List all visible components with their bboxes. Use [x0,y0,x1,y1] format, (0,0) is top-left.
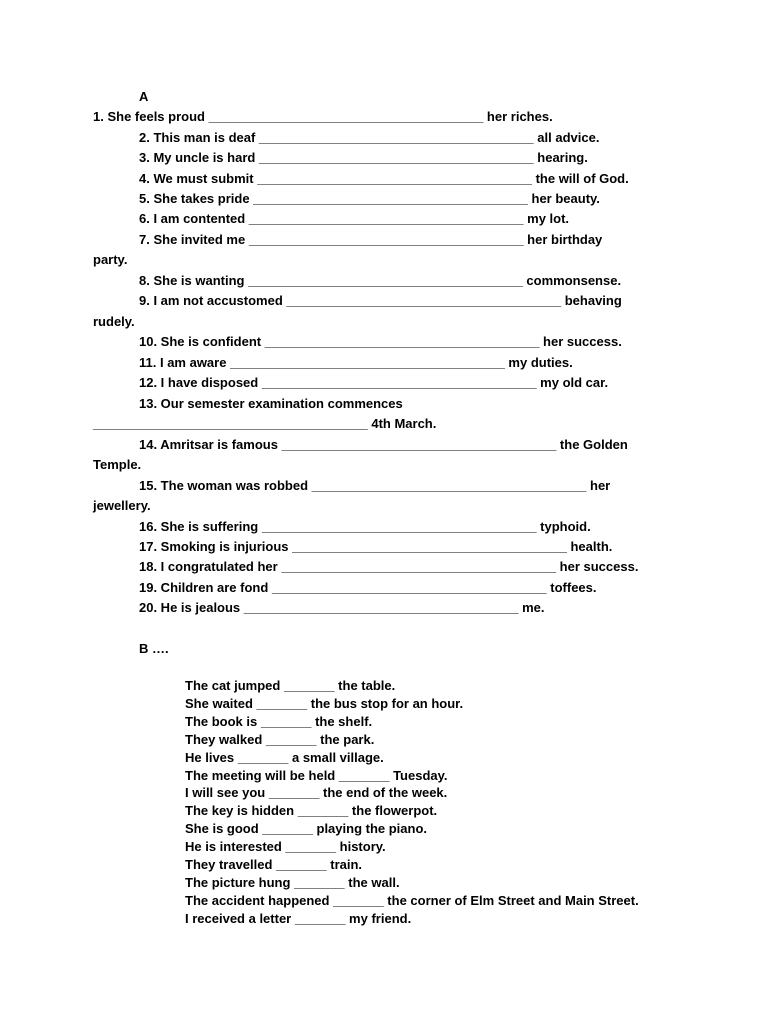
section-a-item: 6. I am contented ______________________________________ my lot. [139,211,570,226]
section-b-item-text: I received a letter _______ my friend. [185,910,412,926]
section-a-item: 8. She is wanting ______________________________________ commonsense. [139,273,622,288]
section-b-item-text: He is interested _______ history. [185,839,386,855]
section-b-item-text: The cat jumped _______ the table. [185,678,396,693]
section-b-heading: B …. [139,641,169,656]
section-b-item-text: The picture hung _______ the wall. [185,874,400,890]
section-a-item-continuation: rudely. [93,314,135,329]
section-b-item-text: She is good _______ playing the piano. [185,821,428,837]
section-a-item: 9. I am not accustomed ______________________________________ behaving [139,293,622,308]
section-a-item: 5. She takes pride ______________________________________ her beauty. [139,191,600,206]
section-a-item: 7. She invited me ______________________________________ her birthday [139,232,603,247]
section-b-item-text: He lives _______ a small village. [185,749,384,765]
section-a-item: 19. Children are fond ______________________________________ toffees. [139,580,597,595]
section-a-item: 20. He is jealous ______________________________________ me. [139,600,545,615]
section-a-item-continuation: Temple. [93,457,142,472]
section-a-item: 12. I have disposed ______________________________________ my old car. [139,375,609,390]
section-a-item: 11. I am aware ______________________________________ my duties. [139,355,573,370]
section-a-item: 18. I congratulated her ______________________________________ her success. [139,559,639,574]
section-b-item-text: The book is _______ the shelf. [185,713,373,729]
section-b-item-text: She waited _______ the bus stop for an hour. [185,695,464,711]
section-a-item: 16. She is suffering ______________________________________ typhoid. [139,519,591,534]
section-a-item: 3. My uncle is hard ______________________________________ hearing. [139,150,588,165]
section-a-heading: A [139,89,149,104]
section-b-item-text: The accident happened _______ the corner of Elm Street and Main Street. [185,892,639,908]
section-b-item-text: The key is hidden _______ the flowerpot. [185,803,438,819]
section-a-item: 13. Our semester examination commences [139,396,403,411]
section-a-item: 17. Smoking is injurious ______________________________________ health. [139,539,613,554]
section-b-item-text: I will see you _______ the end of the week. [185,785,448,801]
section-b-item-text: The meeting will be held _______ Tuesday. [185,767,448,783]
section-a-item: 4. We must submit ______________________________________ the will of God. [139,171,629,186]
section-a-item: 2. This man is deaf ______________________________________ all advice. [139,130,600,145]
section-a-item: 15. The woman was robbed ______________________________________ her [139,478,611,493]
section-a-item-continuation: party. [93,252,128,267]
section-a-item: 10. She is confident ______________________________________ her success. [139,334,622,349]
section-a-item: 14. Amritsar is famous ______________________________________ the Golden [139,437,628,452]
section-b-item-text: They travelled _______ train. [185,857,363,872]
section-a-item-continuation: ______________________________________ 4th March. [93,416,437,431]
section-a-item-continuation: jewellery. [93,498,151,513]
section-a-item: 1. She feels proud ______________________________________ her riches. [93,109,553,124]
section-b-item-text: They walked _______ the park. [185,731,375,747]
